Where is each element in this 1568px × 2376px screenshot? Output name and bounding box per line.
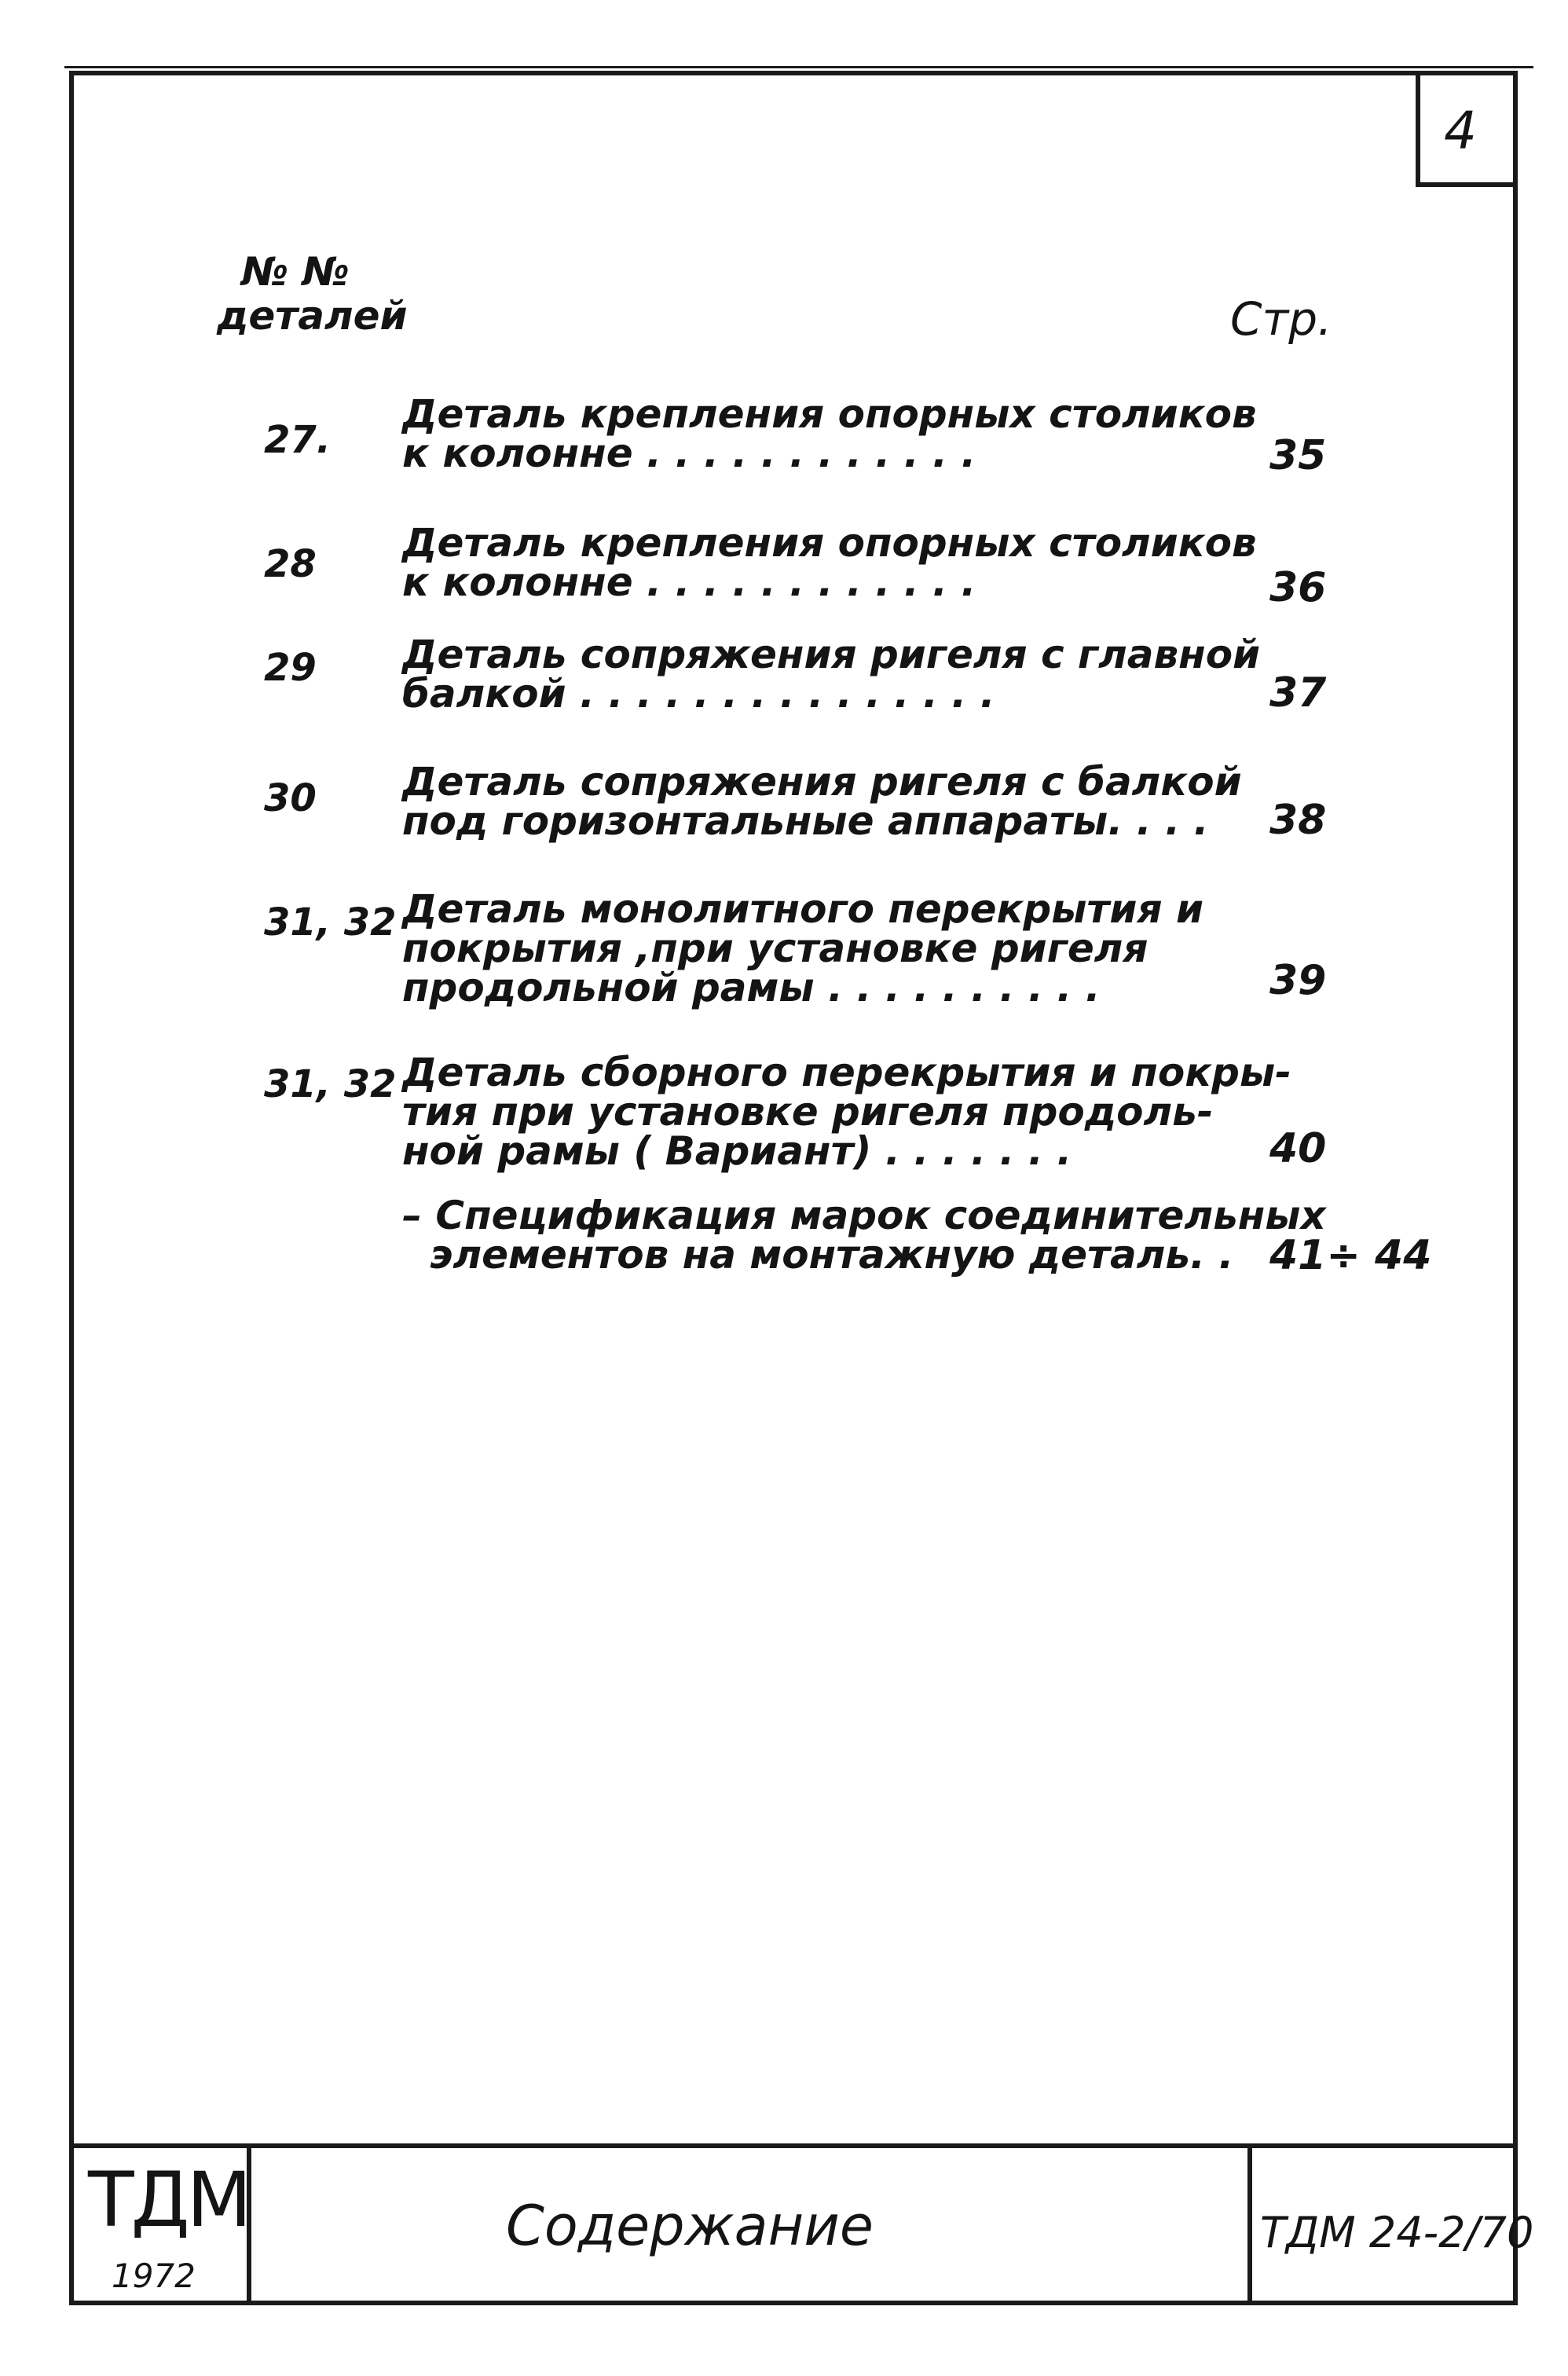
entry-line: к колонне . . . . . . . . . . . . [402, 431, 976, 476]
entry-number: 28 [264, 542, 317, 586]
entry-line: Деталь сопряжения ригеля с главной [402, 632, 1261, 677]
entry-number: 30 [264, 776, 317, 820]
entry-description [402, 520, 1257, 605]
entry-line: продольной рамы . . . . . . . . . . [402, 965, 1101, 1010]
entry-line: тия при установке ригеля продоль- [402, 1089, 1214, 1135]
entry-line: Деталь крепления опорных столиков [402, 520, 1257, 566]
entry-page: 41÷ 44 [1269, 1232, 1432, 1279]
entry-description [402, 632, 1261, 717]
title-block-divider [1247, 2148, 1252, 2305]
frame-top-line [64, 66, 1533, 68]
entry-description [402, 1193, 1326, 1278]
entry-number: 31, 32 [264, 1062, 397, 1106]
entry-number: 31, 32 [264, 900, 397, 944]
entry-line: Деталь сопряжения ригеля с балкой [402, 759, 1242, 805]
entry-page: 35 [1269, 432, 1327, 479]
entry-page: 39 [1269, 957, 1327, 1004]
entry-number: 27. [264, 418, 332, 462]
entry-description [402, 391, 1257, 476]
column-header-page: Стр. [1230, 292, 1332, 346]
column-header-details: деталей [217, 293, 408, 339]
entry-page: 36 [1269, 564, 1327, 611]
page-number: 4 [1444, 101, 1477, 161]
entry-line: Деталь монолитного перекрытия и [402, 886, 1203, 932]
entry-number: 29 [264, 646, 317, 690]
entry-description [402, 759, 1242, 844]
entry-line: под горизонтальные аппараты. . . . [402, 798, 1209, 844]
entry-description [402, 1050, 1291, 1174]
entry-page: 40 [1269, 1125, 1327, 1172]
column-header-detail-number [217, 249, 408, 339]
org-year: 1972 [112, 2257, 196, 2295]
document-title: Содержание [506, 2194, 874, 2258]
entry-line: покрытия ,при установке ригеля [402, 926, 1149, 971]
entry-page: 37 [1269, 669, 1327, 717]
entry-line: к колонне . . . . . . . . . . . . [402, 559, 976, 605]
entry-line: Деталь крепления опорных столиков [402, 391, 1257, 437]
entry-page: 38 [1269, 797, 1327, 844]
entry-line: Деталь сборного перекрытия и покры- [402, 1050, 1291, 1095]
entry-description [402, 886, 1203, 1010]
entry-line: ной рамы ( Вариант) . . . . . . . [402, 1128, 1072, 1174]
document-code: ТДМ 24-2/70 [1260, 2208, 1534, 2257]
column-header-number-symbol: № № [241, 249, 350, 295]
entry-line: элементов на монтажную деталь. . [402, 1232, 1234, 1278]
entry-line: – Спецификация марок соединительных [402, 1193, 1326, 1238]
entry-line: балкой . . . . . . . . . . . . . . . [402, 671, 995, 717]
org-logo: ТДМ [88, 2156, 249, 2244]
